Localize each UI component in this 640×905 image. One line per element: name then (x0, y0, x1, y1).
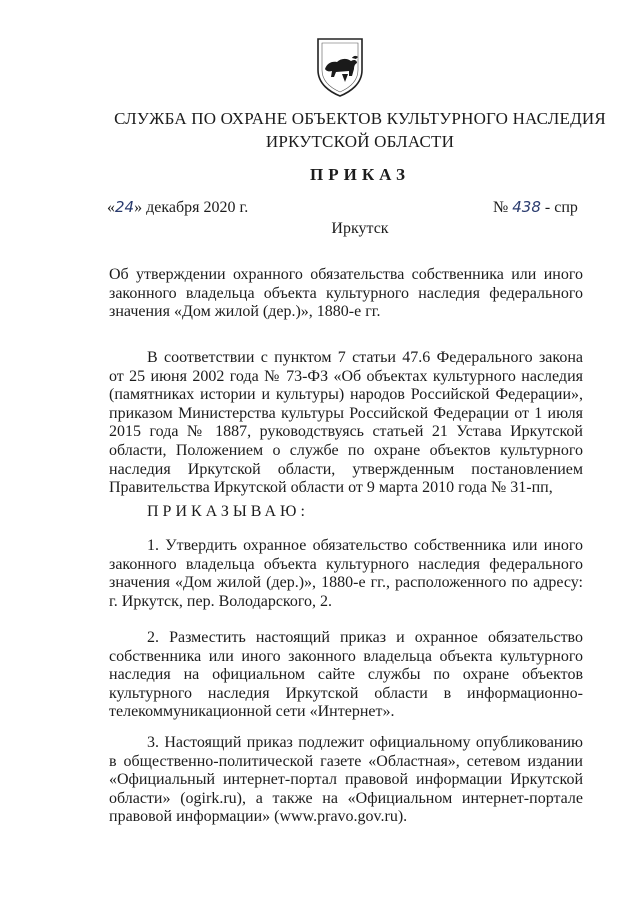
order-item-3: 3. Настоящий приказ подлежит официальному опубликованию в общественно-политической газете «Областная», сетевом издании «Официальный интернет-портал правовой информации Иркутской области» (ogirk.ru), а также на «Официальном интернет-портале правовой информации» (www.pravo.gov.ru). (109, 734, 583, 826)
date-day-handwritten: 24 (115, 198, 135, 216)
coat-of-arms-icon (314, 36, 366, 98)
number-handwritten: 438 (512, 198, 541, 216)
date-open-quote: « (107, 199, 115, 216)
document-number (493, 198, 578, 217)
document-type-title: ПРИКАЗ (310, 165, 410, 184)
number-prefix: № (493, 199, 513, 216)
document-city: Иркутск (331, 220, 389, 237)
org-name-line1: СЛУЖБА ПО ОХРАНЕ ОБЪЕКТОВ КУЛЬТУРНОГО НАСЛЕДИЯ (114, 109, 606, 128)
number-suffix: - спр (540, 199, 578, 216)
preamble-paragraph: В соответствии с пунктом 7 статьи 47.6 Федерального закона от 25 июня 2002 года № 73-ФЗ «Об объектах культурного наследия (памятниках истории и культуры) народов Российской Федерации», приказом Министерства культуры Российской Федерации от 1 июля 2015 года № 1887, руководствуясь статьей 21 Устава Иркутской области, Положением о службе по охране объектов культурного наследия Иркутской области, утвержденным постановлением Правительства Иркутской области от 9 марта 2010 года № 31-пп, (109, 349, 583, 497)
document-subject: Об утверждении охранного обязательства собственника или иного законного владельца объекта культурного наследия федерального значения «Дом жилой (дер.)», 1880-е гг. (109, 266, 583, 321)
date-rest: » декабря 2020 г. (134, 199, 249, 216)
order-item-2: 2. Разместить настоящий приказ и охранное обязательство собственника или иного законного владельца объекта культурного наследия на официальном сайте службы по охране объектов культурного наследия Иркутской области в информационно-телекоммуникационной сети «Интернет». (109, 629, 583, 721)
document-date (107, 198, 248, 217)
order-word: ПРИКАЗЫВАЮ: (147, 503, 309, 520)
order-item-1: 1. Утвердить охранное обязательство собственника или иного законного владельца объекта культурного наследия федерального значения «Дом жилой (дер.)», 1880-е гг., расположенного по адресу: г. Иркутск, пер. Володарского, 2. (109, 537, 583, 610)
org-name-line2: ИРКУТСКОЙ ОБЛАСТИ (265, 132, 455, 151)
